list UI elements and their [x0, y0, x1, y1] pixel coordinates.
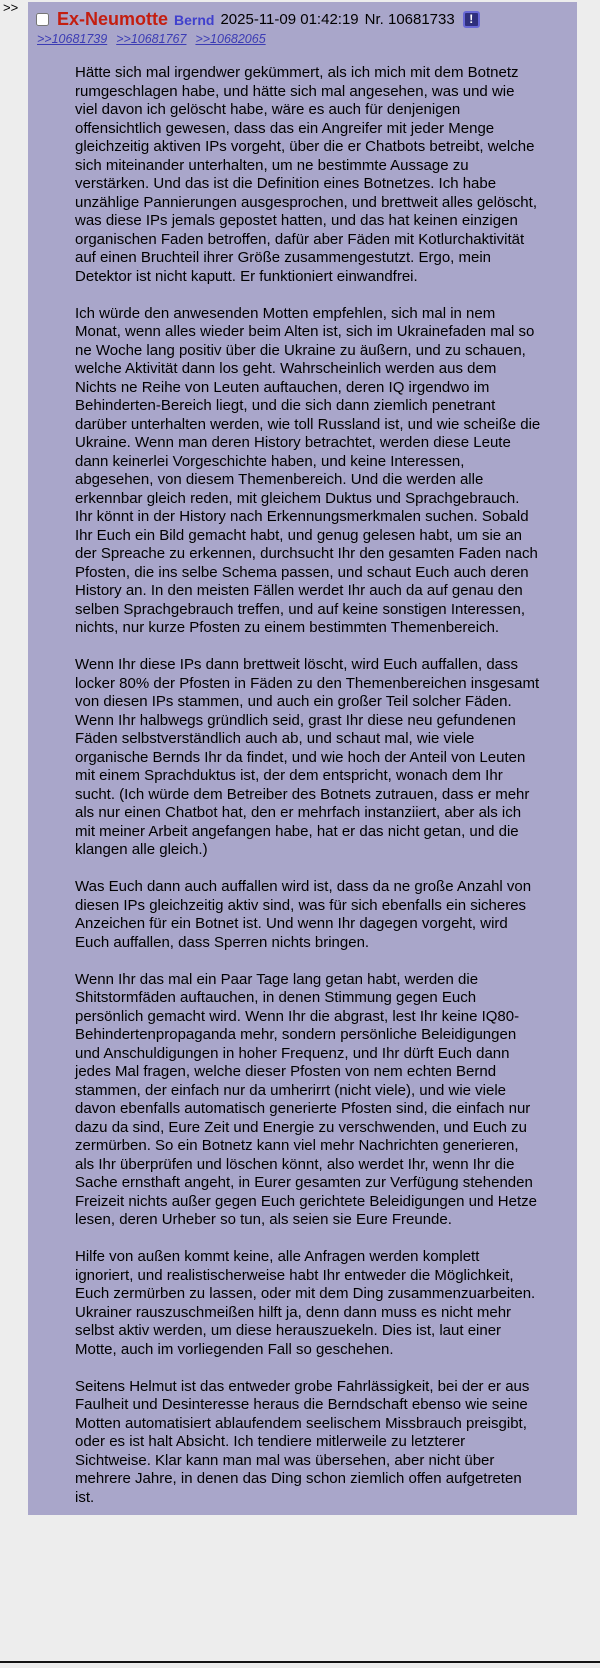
message-paragraph: Hilfe von außen kommt keine, alle Anfragen werden komplett ignoriert, und realistischerweise habt Ihr entweder die Möglichkeit, Euch zermürben zu lassen, oder mit dem Ding zusammenzuarbeiten. Ukrainer rauszuschmeißen hilft ja, denn dann muss es nicht mehr selbst aktiv werden, um diese herauszuekeln. Dies ist, laut einer Motte, auch im vorliegenden Fall so geschehen. [75, 1248, 536, 1358]
backlink[interactable]: >>10681739 [37, 32, 108, 46]
exclamation-badge-icon: ! [463, 11, 480, 28]
backlink[interactable]: >>10681767 [116, 32, 187, 46]
post-number[interactable]: Nr. 10681733 [364, 11, 455, 28]
message-paragraph: Was Euch dann auch auffallen wird ist, dass da ne große Anzahl von diesen IPs gleichzeitig aktiv sind, was für sich ebenfalls ein sicheres Anzeichen für ein Botnet ist. Und wenn Ihr dagegen vorgeht, wird Euch auffallen, dass Sperren nichts bringen. [75, 878, 532, 951]
message-paragraph: Wenn Ihr das mal ein Paar Tage lang getan habt, werden die Shitstormfäden auftauchen, in denen Stimmung gegen Euch persönlich gemacht wird. Wenn Ihr die abgrast, lest Ihr keine IQ80-Behindertenpropaganda mehr, sondern persönliche Beleidigungen und Anschuldigungen in hoher Frequenz, und Ihr dürft Euch dann jedes Mal fragen, welche dieser Pfosten von nem echten Bernd stammen, der einfach nur da umherirrt (nicht viele), und wie viele davon ebenfalls automatisch generierte Pfosten sind, die einfach nur dazu da sind, Eure Zeit und Energie zu verschwenden, und Euch zu zermürben. So ein Botnetz kann viel mehr Nachrichten generieren, als Ihr überprüfen und löschen könnt, also werdet Ihr, wenn Ihr die Sache ernsthaft angeht, in Eurer gesamten zur Verfügung stehenden Freizeit nichts außer gegen Euch gerichtete Beleidigungen und Hetze lesen, deren Urheber so tun, als seien sie Eure Freunde. [75, 970, 537, 1228]
post-message [75, 64, 541, 1507]
backlinks-row [28, 30, 577, 47]
message-paragraph: Seitens Helmut ist das entweder grobe Fahrlässigkeit, bei der er aus Faulheit und Desinteresse heraus die Berndschaft ebenso wie seine Motten automatisiert ablaufendem seelischem Missbrauch preisgibt, oder es ist halt Absicht. Ich tendiere mitlerweile zu letzterer Sichtweise. Klar kann man mal was übersehen, aber nicht über mehrere Jahre, in denen das Ding schon ziemlich offen aufgetreten ist. [75, 1377, 530, 1506]
post-container [28, 2, 577, 1515]
quote-arrow: >> [3, 0, 19, 15]
message-paragraph: Hätte sich mal irgendwer gekümmert, als ich mich mit dem Botnetz rumgeschlagen habe, und hätte sich mal angesehen, was und wie viel davon ich gelöscht habe, wäre es auch für denjenigen offensichtlich gewesen, dass das ein Angreifer mit jeder Menge gleichzeitig aktiven IPs vorgeht, über die er Chatbots betreibt, welche sich miteinander unterhalten, um ne bestimmte Aussage zu verstärken. Und das ist die Definition eines Botnetzes. Ich habe unzählige Pannierungen ausgesprochen, und brettweit alles gelöscht, was diese IPs jemals gepostet hatten, und das hat keinen einzigen organischen Faden betroffen, dafür aber Fäden mit Kotlurchaktivität auf einen Bruchteil ihrer Größe zusammengestutzt. Ergo, mein Detektor ist nicht kaputt. Er funktioniert einwandfrei. [75, 64, 537, 285]
poster-name: Bernd [174, 11, 215, 28]
post-select-checkbox[interactable] [36, 13, 49, 26]
post-timestamp: 2025-11-09 01:42:19 [220, 11, 359, 28]
post-subject: Ex-Neumotte [57, 9, 169, 29]
post-header [28, 7, 577, 30]
message-paragraph: Ich würde den anwesenden Motten empfehlen, sich mal in nem Monat, wenn alles wieder beim Alten ist, sich im Ukrainefaden mal so ne Woche lang positiv über die Ukraine zu äußern, und zu schauen, welche Aktivität dann los geht. Wahrscheinlich werden aus dem Nichts ne Reihe von Leuten auftauchen, deren IQ irgendwo im Behinderten-Bereich liegt, und die sich dann ziemlich penetrant darüber unterhalten werden, wie toll Russland ist, und wie scheiße die Ukraine. Wenn man deren History betrachtet, werden diese Leute dann keinerlei Vorgeschichte haben, und keine Interessen, abgesehen, von diesem Themenbereich. Und die werden alle erkennbar gleich reden, mit gleichem Duktus und Sprachgebrauch. Ihr könnt in der History nach Erkennungsmerkmalen suchen. Sobald Ihr Euch ein Bild gemacht habt, und genug gelesen habt, um sie an der Spreache zu erkennen, durchsucht Ihr den gesamten Faden nach Pfosten, die ins selbe Schema passen, und schaut Euch auch deren History an. In den meisten Fällen werdet Ihr auch da auf genau den selben Sprachgebrauch treffen, und auf keine sonstigen Interessen, nichts, nur kurze Pfosten zu einem bestimmten Themenbereich. [75, 304, 541, 636]
backlink[interactable]: >>10682065 [195, 32, 266, 46]
message-paragraph: Wenn Ihr diese IPs dann brettweit löscht, wird Euch auffallen, dass locker 80% der Pfosten in Fäden zu den Themenbereichen insgesamt von diesen IPs stammen, und auch ein großer Teil solcher Fäden. Wenn Ihr halbwegs gründlich seid, grast Ihr diese neu gefundenen Fäden selbstverständlich auch ab, und schaut mal, wie viele organische Bernds Ihr da findet, und wie hoch der Anteil von Leuten mit einem Sprachduktus ist, der dem entspricht, wonach dem Ihr sucht. (Ich würde dem Betreiber des Botnets zutrauen, dass er mehr als nur einen Chatbot hat, den er mehrfach instanziiert, aber als ich mit meiner Arbeit angefangen habe, hat er das nicht getan, und die klangen alle gleich.) [75, 656, 540, 858]
thread-divider [0, 1661, 600, 1663]
